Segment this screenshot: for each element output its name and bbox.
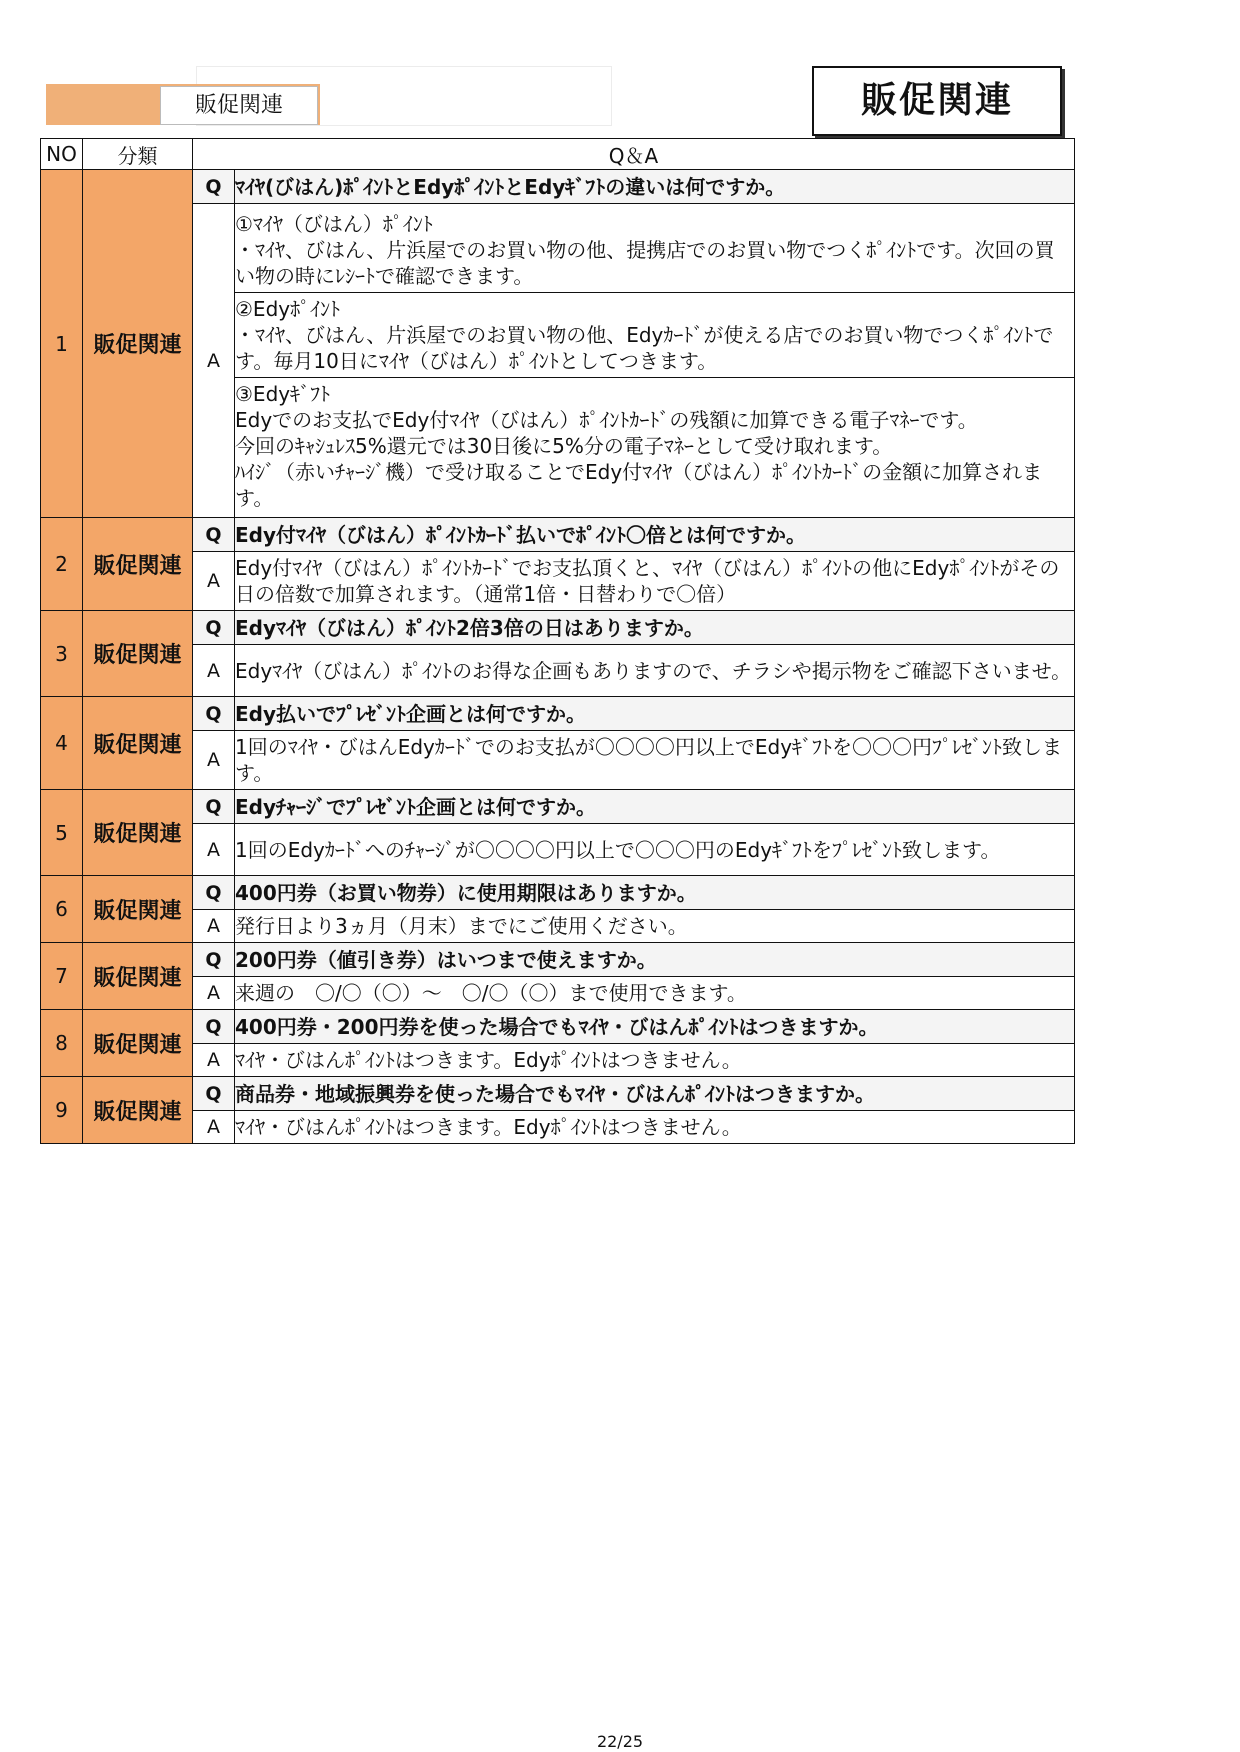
- qa-table-body: [41, 170, 1075, 1144]
- table-row: [41, 910, 1075, 943]
- a-mark: A: [193, 824, 235, 876]
- table-row: [41, 876, 1075, 910]
- col-header-category: 分類: [83, 139, 193, 170]
- row-category: 販促関連: [83, 170, 193, 518]
- row-category: 販促関連: [83, 611, 193, 697]
- answer-cell: [235, 731, 1075, 790]
- table-row: [41, 552, 1075, 611]
- answer-cell: [235, 552, 1075, 611]
- table-row: [41, 1111, 1075, 1144]
- row-number: 2: [41, 518, 83, 611]
- q-mark: Q: [193, 611, 235, 645]
- page-number: 22/25: [596, 1732, 644, 1751]
- table-row: [41, 204, 1075, 518]
- answer-cell: [235, 1044, 1075, 1077]
- answer-cell: [235, 204, 1075, 518]
- table-row: [41, 977, 1075, 1010]
- row-category: 販促関連: [83, 518, 193, 611]
- question-text: Edy付ﾏｲﾔ（びはん）ﾎﾟｲﾝﾄｶｰﾄﾞ払いでﾎﾟｲﾝﾄ〇倍とは何ですか。: [235, 518, 1075, 552]
- answer-text: ﾏｲﾔ・びはんﾎﾟｲﾝﾄはつきます。Edyﾎﾟｲﾝﾄはつきません。: [235, 1048, 742, 1072]
- q-mark: Q: [193, 518, 235, 552]
- row-number: 1: [41, 170, 83, 518]
- question-text: 400円券・200円券を使った場合でもﾏｲﾔ・びはんﾎﾟｲﾝﾄはつきますか。: [235, 1010, 1075, 1044]
- question-text: 200円券（値引き券）はいつまで使えますか。: [235, 943, 1075, 977]
- table-header-row: [41, 139, 1075, 170]
- q-mark: Q: [193, 170, 235, 204]
- question-text: Edyﾏｲﾔ（びはん）ﾎﾟｲﾝﾄ2倍3倍の日はありますか。: [235, 611, 1075, 645]
- page-title: 販促関連: [812, 66, 1062, 136]
- a-mark: A: [193, 910, 235, 943]
- q-mark: Q: [193, 876, 235, 910]
- row-category: 販促関連: [83, 697, 193, 790]
- table-row: [41, 170, 1075, 204]
- answer-text: Edyﾏｲﾔ（びはん）ﾎﾟｲﾝﾄのお得な企画もありますので、チラシや掲示物をご確認下さいませ。: [235, 658, 1072, 683]
- section-label: 販促関連: [160, 86, 318, 125]
- answer-text: 1回のﾏｲﾔ・びはんEdyｶｰﾄﾞでのお支払が〇〇〇〇円以上でEdyｷﾞﾌﾄを〇〇〇円ﾌﾟﾚｾﾞﾝﾄ致します。: [235, 735, 1063, 785]
- col-header-qa: Q＆A: [193, 139, 1075, 170]
- answer-cell: [235, 1111, 1075, 1144]
- answer-cell: [235, 824, 1075, 876]
- table-row: [41, 1044, 1075, 1077]
- answer-text: 1回のEdyｶｰﾄﾞへのﾁｬｰｼﾞが〇〇〇〇円以上で〇〇〇円のEdyｷﾞﾌﾄをﾌﾟﾚｾﾞﾝﾄ致します。: [235, 837, 1001, 862]
- a-mark: A: [193, 977, 235, 1010]
- answer-text: Edy付ﾏｲﾔ（びはん）ﾎﾟｲﾝﾄｶｰﾄﾞでお支払頂くと、ﾏｲﾔ（びはん）ﾎﾟｲﾝﾄの他にEdyﾎﾟｲﾝﾄがその日の倍数で加算されます。（通常1倍・日替わりで〇倍）: [235, 556, 1060, 606]
- q-mark: Q: [193, 1077, 235, 1111]
- a-mark: A: [193, 1111, 235, 1144]
- question-text: 商品券・地域振興券を使った場合でもﾏｲﾔ・びはんﾎﾟｲﾝﾄはつきますか。: [235, 1077, 1075, 1111]
- row-number: 6: [41, 876, 83, 943]
- row-number: 5: [41, 790, 83, 876]
- row-number: 7: [41, 943, 83, 1010]
- q-mark: Q: [193, 697, 235, 731]
- table-row: [41, 697, 1075, 731]
- row-number: 9: [41, 1077, 83, 1144]
- table-row: [41, 943, 1075, 977]
- question-text: ﾏｲﾔ(びはん)ﾎﾟｲﾝﾄとEdyﾎﾟｲﾝﾄとEdyｷﾞﾌﾄの違いは何ですか。: [235, 170, 1075, 204]
- answer-cell: [235, 977, 1075, 1010]
- row-number: 4: [41, 697, 83, 790]
- a-mark: A: [193, 552, 235, 611]
- table-row: [41, 731, 1075, 790]
- answer-text: ③Edyｷﾞﾌﾄ Edyでのお支払でEdy付ﾏｲﾔ（びはん）ﾎﾟｲﾝﾄｶｰﾄﾞの残額に加算できる電子ﾏﾈｰです。 今回のｷｬｼｭﾚｽ5%還元では30日後に5%分の電子ﾏﾈｰとして受け取れます。 ﾊｲｼﾞ（赤いﾁｬｰｼﾞ機）で受け取ることでEdy付ﾏｲﾔ（びはん）ﾎﾟｲﾝﾄｶｰﾄﾞの金額に加算されます。: [235, 377, 1074, 514]
- question-text: Edy払いでﾌﾟﾚｾﾞﾝﾄ企画とは何ですか。: [235, 697, 1075, 731]
- answer-text: 来週の 〇/〇（〇）～ 〇/〇（〇）まで使用できます。: [235, 981, 747, 1005]
- row-number: 8: [41, 1010, 83, 1077]
- a-mark: A: [193, 204, 235, 518]
- q-mark: Q: [193, 790, 235, 824]
- table-row: [41, 824, 1075, 876]
- table-row: [41, 645, 1075, 697]
- q-mark: Q: [193, 943, 235, 977]
- a-mark: A: [193, 645, 235, 697]
- answer-text: ①ﾏｲﾔ（びはん）ﾎﾟｲﾝﾄ ・ﾏｲﾔ、びはん、片浜屋でのお買い物の他、提携店でのお買い物でつくﾎﾟｲﾝﾄです。次回の買い物の時にﾚｼｰﾄで確認できます。: [235, 211, 1055, 288]
- a-mark: A: [193, 1044, 235, 1077]
- table-row: [41, 518, 1075, 552]
- question-text: 400円券（お買い物券）に使用期限はありますか。: [235, 876, 1075, 910]
- answer-cell: [235, 910, 1075, 943]
- qa-table: [40, 138, 1075, 1144]
- col-header-no: NO: [41, 139, 83, 170]
- row-category: 販促関連: [83, 1077, 193, 1144]
- table-row: [41, 790, 1075, 824]
- table-row: [41, 1010, 1075, 1044]
- table-row: [41, 611, 1075, 645]
- answer-cell: [235, 645, 1075, 697]
- row-number: 3: [41, 611, 83, 697]
- answer-text: ②Edyﾎﾟｲﾝﾄ ・ﾏｲﾔ、びはん、片浜屋でのお買い物の他、Edyｶｰﾄﾞが使える店でのお買い物でつくﾎﾟｲﾝﾄです。毎月10日にﾏｲﾔ（びはん）ﾎﾟｲﾝﾄとしてつきます。: [235, 292, 1074, 377]
- row-category: 販促関連: [83, 943, 193, 1010]
- a-mark: A: [193, 731, 235, 790]
- row-category: 販促関連: [83, 876, 193, 943]
- row-category: 販促関連: [83, 1010, 193, 1077]
- row-category: 販促関連: [83, 790, 193, 876]
- table-row: [41, 1077, 1075, 1111]
- question-text: Edyﾁｬｰｼﾞでﾌﾟﾚｾﾞﾝﾄ企画とは何ですか。: [235, 790, 1075, 824]
- answer-text: ﾏｲﾔ・びはんﾎﾟｲﾝﾄはつきます。Edyﾎﾟｲﾝﾄはつきません。: [235, 1115, 742, 1139]
- q-mark: Q: [193, 1010, 235, 1044]
- answer-text: 発行日より3ヵ月（月末）までにご使用ください。: [235, 914, 688, 938]
